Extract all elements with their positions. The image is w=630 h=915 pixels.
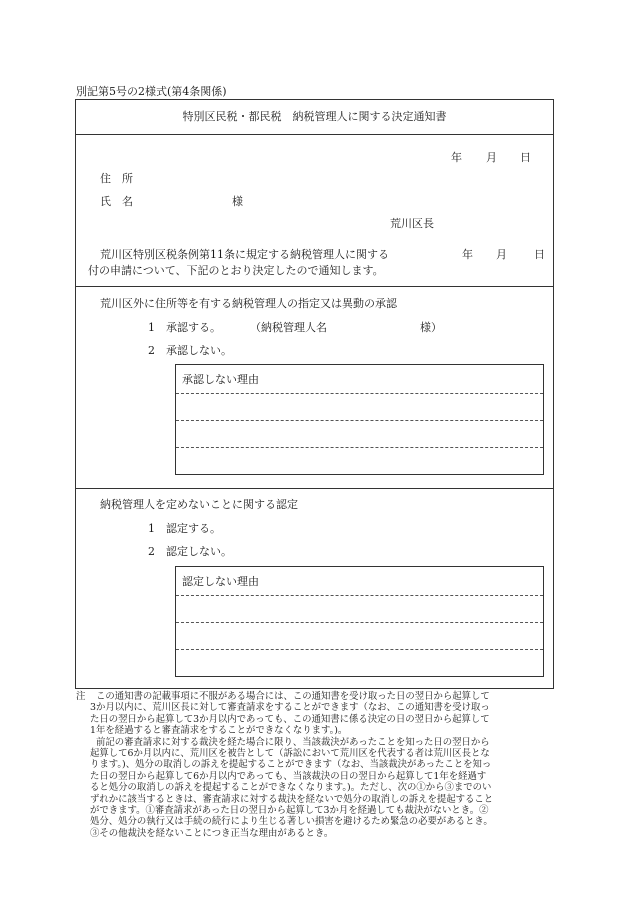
divider xyxy=(76,134,553,135)
reason-line xyxy=(176,447,543,448)
note-line: ずれかに該当するときは、審査請求に対する裁決を経ないで処分の取消しの訴えを提起すること xyxy=(90,793,494,805)
note-line: ると処分の取消しの訴えを提起することができなくなります。)。ただし、次の①から③までのい xyxy=(90,782,492,794)
section2-option1-number: 1 xyxy=(148,522,155,535)
date-day: 日 xyxy=(520,151,531,164)
section2-option2-number: 2 xyxy=(148,545,155,558)
section1-option1-number: 1 xyxy=(148,321,155,334)
name-label: 氏 名 xyxy=(100,195,133,208)
reason-line xyxy=(176,622,543,623)
note-line: この通知書の記載事項に不服がある場合には、この通知書を受け取った日の翌日から起算して xyxy=(96,691,490,702)
note-line: た日の翌日から起算して6か月以内であっても、当該裁決の日の翌日から起算して1年を経過す xyxy=(90,770,487,782)
section1-reason-box[interactable] xyxy=(175,364,544,475)
section2-option1-label: 認定する。 xyxy=(166,522,221,535)
reason-line xyxy=(176,393,543,394)
reason-line xyxy=(176,420,543,421)
form-label: 別記第5号の2様式(第4条関係) xyxy=(76,85,227,98)
reason-line xyxy=(176,649,543,650)
section1-reason-label: 承認しない理由 xyxy=(182,373,259,386)
section1-heading: 荒川区外に住所等を有する納税管理人の指定又は異動の承認 xyxy=(100,297,397,310)
intro-line-1: 荒川区特別区税条例第11条に規定する納税管理人に関する xyxy=(100,248,389,261)
note-line: 3か月以内に、荒川区長に対して審査請求をすることができます（なお、この通知書を受け取っ xyxy=(90,702,490,714)
note-line: 前記の審査請求に対する裁決を経た場合に限り、当該裁決があったことを知った日の翌日から xyxy=(96,736,490,748)
section2-reason-label: 認定しない理由 xyxy=(182,575,259,588)
divider xyxy=(76,286,553,287)
section2-reason-box[interactable] xyxy=(175,566,544,677)
note-line: ③その他裁決を経ないことにつき正当な理由があるとき。 xyxy=(90,827,334,839)
note-line: 処分、処分の執行又は手続の続行により生じる著しい損害を避けるため緊急の必要があるとき。 xyxy=(90,816,493,828)
intro-year: 年 xyxy=(462,248,473,261)
reason-line xyxy=(176,595,543,596)
note-line: ります。)、処分の取消しの訴えを提起することができます（なお、当該裁決があったことを知っ xyxy=(90,759,492,771)
note-mark: 注 xyxy=(76,691,86,702)
notice-form xyxy=(75,99,554,689)
issuer: 荒川区長 xyxy=(390,217,434,230)
section1-option1-close: 様） xyxy=(420,321,442,334)
intro-month: 月 xyxy=(496,248,507,261)
note-line: ができます。①審査請求があった日の翌日から起算して3か月を経過しても裁決がないとき。② xyxy=(90,805,489,817)
intro-line-2: 付の申請について、下記のとおり決定したので通知します。 xyxy=(88,264,384,277)
honorific: 様 xyxy=(232,195,243,208)
section1-option2-label: 承認しない。 xyxy=(166,344,232,357)
section2-option2-label: 認定しない。 xyxy=(166,545,232,558)
note-line: 起算して6か月以内に、荒川区を被告として（訴訟において荒川区を代表する者は荒川区長とな xyxy=(90,748,490,760)
section1-option1-agent-name: （納税管理人名 xyxy=(250,321,327,334)
form-title: 特別区民税・都民税 納税管理人に関する決定通知書 xyxy=(182,110,447,123)
note-line: 1年を経過すると審査請求をすることができなくなります。)。 xyxy=(90,725,348,737)
section2-heading: 納税管理人を定めないことに関する認定 xyxy=(100,498,298,511)
date-year: 年 xyxy=(451,151,462,164)
intro-day: 日 xyxy=(534,248,545,261)
divider xyxy=(76,488,553,489)
address-label: 住 所 xyxy=(100,172,133,185)
date-month: 月 xyxy=(486,151,497,164)
section1-option1-label: 承認する。 xyxy=(166,321,221,334)
notes xyxy=(76,691,554,839)
note-line: た日の翌日から起算して3か月以内であっても、この通知書に係る決定の日の翌日から起算して xyxy=(90,713,490,725)
section1-option2-number: 2 xyxy=(148,344,155,357)
